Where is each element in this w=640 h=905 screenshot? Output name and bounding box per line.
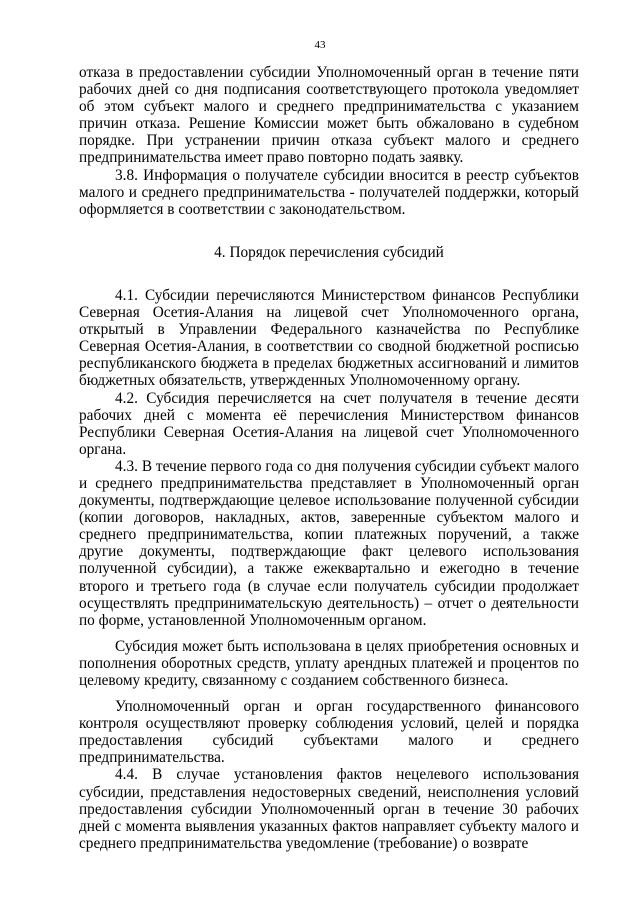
- paragraph-subsidy-use: Субсидия может быть использована в целях приобретения основных и пополнения оборотных средств, уплату арендных платежей и процентов по целевому кредиту, связанному с созданием собственного бизнеса.: [79, 637, 579, 689]
- paragraph-4-2: 4.2. Субсидия перечисляется на счет получателя в течение десяти рабочих дней с момента её перечисления Министерством финансов Республики Северная Осетия-Алания на лицевой счет Уполномоченного органа.: [79, 389, 579, 458]
- paragraph-4-3: 4.3. В течение первого года со дня получения субсидии субъект малого и среднего предпринимательства представляет в Уполномоченный орган документы, подтверждающие целевое использование полученной субсидии (копии договоров, накладных, актов, заверенные субъектом малого и среднего предпринимательства, копии платежных поручений, а также другие документы, подтверждающие факт целевого использования полученной субсидии), а также ежеквартально и ежегодно в течение второго и третьего года (в случае если получатель субсидии продолжает осуществлять предпринимательскую деятельность) – отчет о деятельности по форме, установленной Уполномоченным органом.: [79, 457, 579, 629]
- paragraph-4-4: 4.4. В случае установления фактов нецелевого использования субсидии, представления недостоверных сведений, неисполнения условий предоставления субсидии Уполномоченный орган в течение 30 рабочих дней с момента выявления указанных фактов направляет субъекту малого и среднего предпринимательства уведомление (требование) о возврате: [79, 766, 579, 852]
- section-heading-4: 4. Порядок перечисления субсидий: [214, 243, 444, 261]
- paragraph-refusal-notice: отказа в предоставлении субсидии Уполномоченный орган в течение пяти рабочих дней со дня подписания соответствующего протокола уведомляет об этом субъект малого и среднего предпринимательства с указанием причин отказа. Решение Комиссии может быть обжаловано в судебном порядке. При устранении причин отказа субъект малого и среднего предпринимательства имеет право повторно подать заявку.: [79, 64, 579, 167]
- paragraph-control: Уполномоченный орган и орган государственного финансового контроля осуществляют проверку соблюдения условий, целей и порядка предоставления субсидий субъектами малого и среднего предпринимательства.: [79, 698, 579, 767]
- document-body: [79, 64, 579, 852]
- paragraph-3-8: 3.8. Информация о получателе субсидии вносится в реестр субъектов малого и среднего предпринимательства - получателей поддержки, который оформляется в соответствии с законодательством.: [79, 166, 579, 218]
- page-number: 43: [314, 39, 326, 51]
- paragraph-4-1: 4.1. Субсидии перечисляются Министерством финансов Республики Северная Осетия-Алания на лицевой счет Уполномоченного органа, открытый в Управлении Федерального казначейства по Республике Северная Осетия-Алания, в соответствии со сводной бюджетной росписью республиканского бюджета в пределах бюджетных ассигнований и лимитов бюджетных обязательств, утвержденных Уполномоченному органу.: [79, 286, 579, 390]
